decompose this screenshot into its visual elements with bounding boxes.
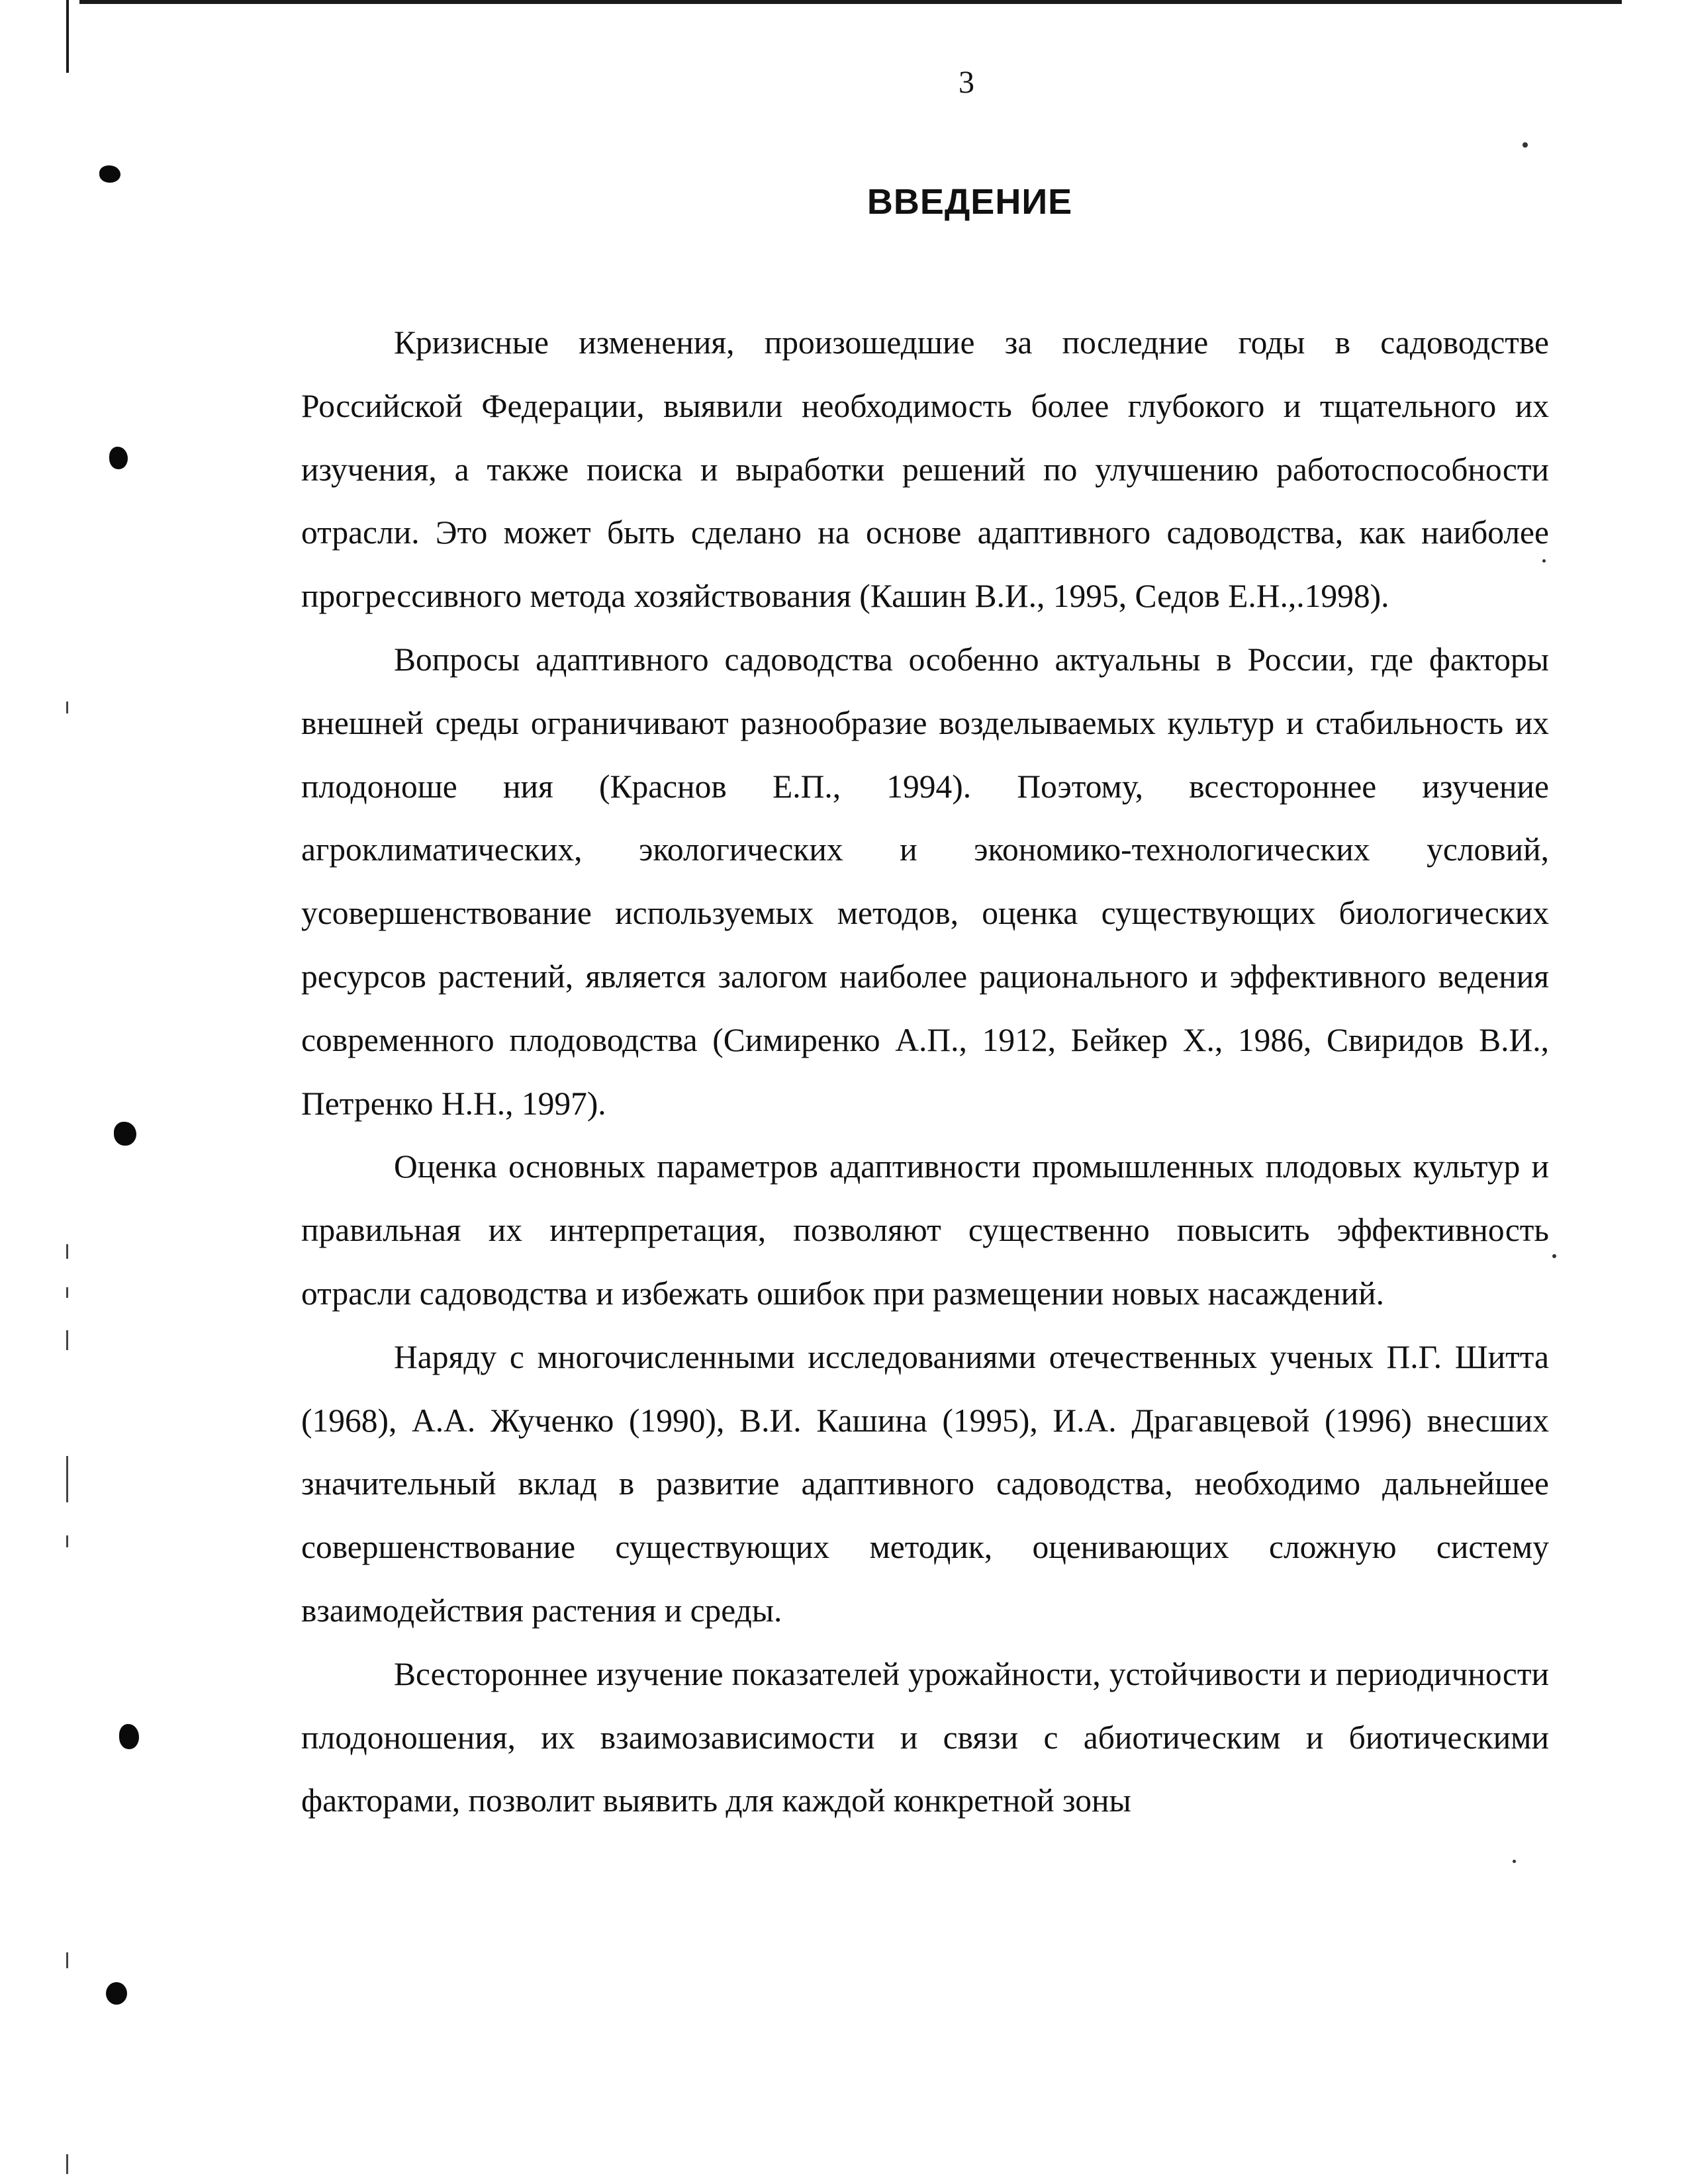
paragraph-5: Всестороннее изучение показателей урожайности, устойчивости и периодичности плодоношения, их взаимозависимости и связи с абиотическим и биотическими факторами, позволит выявить для каждой конкретной зоны [301, 1655, 1549, 1819]
punch-hole-mark [114, 1122, 136, 1146]
scan-speck [1513, 1860, 1516, 1863]
scan-top-border [79, 0, 1622, 4]
section-heading: ВВЕДЕНИЕ [867, 182, 1073, 222]
scan-speck [1552, 1254, 1556, 1258]
scan-edge-mark [66, 1952, 68, 1968]
scan-edge-mark [66, 2154, 68, 2174]
scan-speck [1523, 142, 1528, 148]
scan-edge-mark [66, 1456, 68, 1502]
body-text [301, 311, 1549, 1833]
scan-left-border [66, 0, 69, 73]
punch-hole-mark [99, 165, 120, 183]
paragraph-2: Вопросы адаптивного садоводства особенно актуальны в России, где факторы внешней среды ограничивают разнообразие возделываемых культур и стабильность их плодоноше ния (Краснов Е.П., 1994). Поэтому, всестороннее изучение агроклиматических, экологических и экономико-технологических условий, усовершенствование используемых методов, оценка существующих биологических ресурсов растений, является залогом наиболее рационального и эффективного ведения современного плодоводства (Симиренко А.П., 1912, Бейкер Х., 1986, Свиридов В.И., Петренко Н.Н., 1997). [301, 641, 1549, 1122]
scan-edge-mark [66, 1535, 68, 1547]
page-number: 3 [959, 65, 974, 100]
scan-edge-mark [66, 1244, 68, 1259]
punch-hole-mark [109, 447, 128, 469]
paragraph-3: Оценка основных параметров адаптивности промышленных плодовых культур и правильная их интерпретация, позволяют существенно повысить эффективность отрасли садоводства и избежать ошибок при размещении новых насаждений. [301, 1148, 1549, 1312]
punch-hole-mark [119, 1724, 139, 1749]
paragraph-4: Наряду с многочисленными исследованиями отечественных ученых П.Г. Шитта (1968), А.А. Жученко (1990), В.И. Кашина (1995), И.А. Драгавцевой (1996) внесших значительный вклад в развитие адаптивного садоводства, необходимо дальнейшее совершенствование существующих методик, оценивающих сложную систему взаимодействия растения и среды. [301, 1338, 1549, 1629]
scan-edge-mark [66, 702, 68, 713]
scan-edge-mark [66, 1330, 68, 1350]
paragraph-1: Кризисные изменения, произошедшие за последние годы в садоводстве Российской Федерации, выявили необходимость более глубокого и тщательного их изучения, а также поиска и выработки решений по улучшению работоспособности отрасли. Это может быть сделано на основе адаптивного садоводства, как наиболее прогрессивного метода хозяйствования (Кашин В.И., 1995, Седов Е.Н.,.1998). [301, 324, 1549, 615]
punch-hole-mark [106, 1982, 127, 2005]
scan-edge-mark [66, 1287, 68, 1298]
